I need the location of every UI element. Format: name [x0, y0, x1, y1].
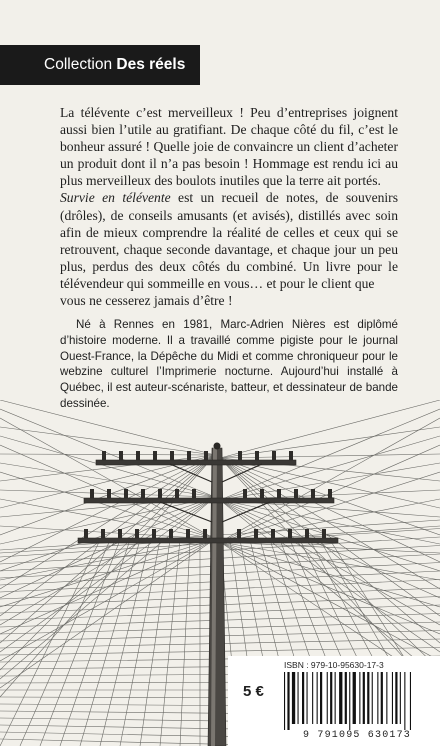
author-bio [60, 317, 398, 412]
author-bio-text: Né à Rennes en 1981, Marc-Adrien Nières est diplômé d’histoire moderne. Il a travaillé comme pigiste pour le journal Ouest-France, la Dépêche du Midi et comme chroniqueur pour le webzine culturel l’Imprimerie nocturne. Aujourd’hui installé à Québec, il est auteur-scénariste, batteur, et dessinateur de bande dessinée. [60, 318, 398, 410]
barcode-digits: 9 791095 630173 [302, 730, 411, 741]
collection-prefix: Collection [44, 56, 113, 73]
blurb-paragraph-2-end: vous ne cesserez jamais d’être ! [60, 293, 233, 309]
blurb-paragraph-2 [60, 189, 398, 292]
blurb-paragraph-2-body: est un recueil de notes, de souvenirs (drôles), de conseils amusants (et avisés), distillés avec soin afin de mieux comprendre la réalité de celles et ceux qui se retrouvent, chaque seconde davantage, et chaque jour un peu plus, perdus des deux côtés du combiné. Un livre pour le télévendeur qui sommeille en vous… et pour le client que [60, 190, 398, 291]
book-title: Survie en télévente [60, 190, 171, 206]
collection-name: Des réels [116, 56, 186, 73]
blurb-text [60, 104, 398, 309]
price-label: 5 € [243, 683, 264, 700]
isbn-label: ISBN : 979-10-95630-17-3 [284, 660, 384, 670]
blurb-paragraph-1: La télévente c’est merveilleux ! Peu d’entreprises joignent aussi bien l’utile au gratifiant. De chaque côté du fil, c’est le bonheur assuré ! Quelle joie de convaincre un client d’acheter un produit dont il n’a pas besoin ! Hommage est rendu ici au plus merveilleux des boulots inutiles que la terre ait portés. [60, 105, 398, 189]
barcode-icon [282, 672, 432, 730]
collection-banner [0, 45, 200, 85]
